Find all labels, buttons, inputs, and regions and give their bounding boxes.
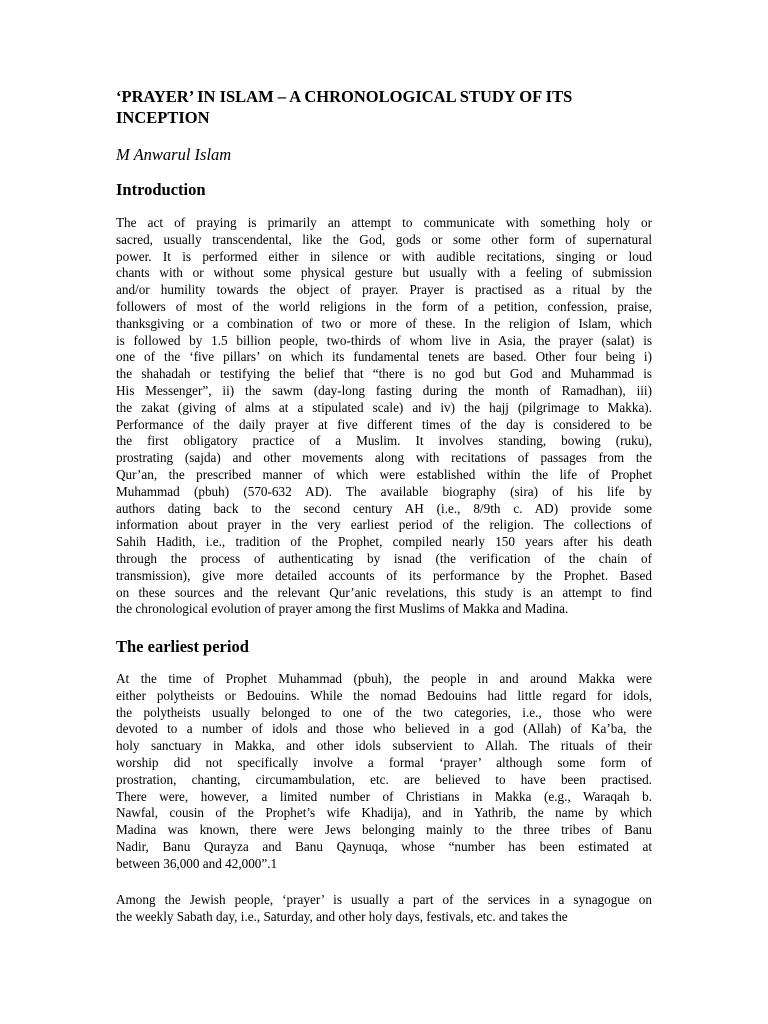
text-line: thanksgiving or a combination of two or more of these. In the religion of Islam, which xyxy=(116,315,652,331)
text-line: Nawfal, cousin of the Prophet’s wife Khadija), and in Yathrib, the name by which xyxy=(116,805,652,821)
text-line: either polytheists or Bedouins. While the nomad Bedouins had little regard for idols, xyxy=(116,687,652,703)
paper-title: ‘PRAYER’ IN ISLAM – A CHRONOLOGICAL STUDY OF ITS INCEPTION xyxy=(116,87,573,127)
paragraph-introduction xyxy=(116,215,652,618)
text-line: the chronological evolution of prayer among the first Muslims of Makka and Madina. xyxy=(116,601,569,617)
text-line: sacred, usually transcendental, like the God, gods or some other form of supernatural xyxy=(116,231,652,247)
text-line: one of the ‘five pillars’ on which its fundamental tenets are based. Other four being i) xyxy=(116,349,652,365)
text-line: and/or humility towards the object of prayer. Prayer is practised as a ritual by the xyxy=(116,282,652,298)
text-line: holy sanctuary in Makka, and other idols subservient to Allah. The rituals of their xyxy=(116,738,652,754)
text-line: prostration, chanting, circumambulation, etc. are believed to have been practised. xyxy=(116,771,652,787)
text-line: the zakat (giving of alms at a stipulated scale) and iv) the hajj (pilgrimage to Makka). xyxy=(116,399,652,415)
text-line: Qur’an, the prescribed manner of which were established within the life of Prophet xyxy=(116,466,652,482)
text-line: worship did not specifically involve a formal ‘prayer’ although some form of xyxy=(116,754,652,770)
text-line: transmission), give more detailed accounts of its performance by the Prophet. Based xyxy=(116,567,652,583)
text-line: Sahih Hadith, i.e., tradition of the Prophet, compiled nearly 150 years after his death xyxy=(116,534,652,550)
author-name: M Anwarul Islam xyxy=(116,145,232,164)
text-line: followers of most of the world religions in the form of a petition, confession, praise, xyxy=(116,298,652,314)
text-line: the weekly Sabath day, i.e., Saturday, and other holy days, festivals, etc. and takes the xyxy=(116,908,568,924)
text-line: Performance of the daily prayer at five different times of the day is considered to be xyxy=(116,416,652,432)
text-line: The act of praying is primarily an attempt to communicate with something holy or xyxy=(116,215,652,230)
text-line: authors dating back to the second century AH (i.e., 8/9th c. AD) provide some xyxy=(116,500,652,516)
text-line: Madina was known, there were Jews belonging mainly to the three tribes of Banu xyxy=(116,822,652,838)
text-line: is followed by 1.5 billion people, two-thirds of whom live in Asia, the prayer (salat) is xyxy=(116,332,652,348)
text-line: between 36,000 and 42,000”.1 xyxy=(116,855,278,871)
text-line: the polytheists usually belonged to one of the two categories, i.e., those who were xyxy=(116,704,652,720)
paragraph-earliest-period-1 xyxy=(116,671,652,873)
paragraph-earliest-period-2 xyxy=(116,892,652,926)
text-line: power. It is performed either in silence or with audible recitations, singing or loud xyxy=(116,248,652,264)
section-heading-earliest-period: The earliest period xyxy=(116,637,249,656)
text-line: information about prayer in the very earliest period of the religion. The collections of xyxy=(116,517,652,533)
section-heading-introduction: Introduction xyxy=(116,180,206,199)
text-line: At the time of Prophet Muhammad (pbuh), the people in and around Makka were xyxy=(116,671,652,686)
text-line: on these sources and the relevant Qur’anic revelations, this study is an attempt to find xyxy=(116,584,652,600)
text-line: His Messenger”, ii) the sawm (day-long fasting during the month of Ramadhan), iii) xyxy=(116,382,652,398)
text-line: through the process of authenticating by isnad (the verification of the chain of xyxy=(116,550,652,566)
text-line: prostrating (sajda) and other movements along with recitations of passages from the xyxy=(116,450,652,466)
text-line: Nadir, Banu Qurayza and Banu Qaynuqa, whose “number has been estimated at xyxy=(116,838,652,854)
text-line: Muhammad (pbuh) (570-632 AD). The available biography (sira) of his life by xyxy=(116,483,652,499)
text-line: There were, however, a limited number of Christians in Makka (e.g., Waraqah b. xyxy=(116,788,652,804)
text-line: the first obligatory practice of a Muslim. It involves standing, bowing (ruku), xyxy=(116,433,652,449)
text-line: Among the Jewish people, ‘prayer’ is usually a part of the services in a synagogue on xyxy=(116,892,652,907)
text-line: devoted to a number of idols and those who believed in a god (Allah) of Ka’ba, the xyxy=(116,721,652,737)
text-line: the shahadah or testifying the belief that “there is no god but God and Muhammad is xyxy=(116,366,652,382)
text-line: chants with or without some physical gesture but usually with a feeling of submission xyxy=(116,265,652,281)
